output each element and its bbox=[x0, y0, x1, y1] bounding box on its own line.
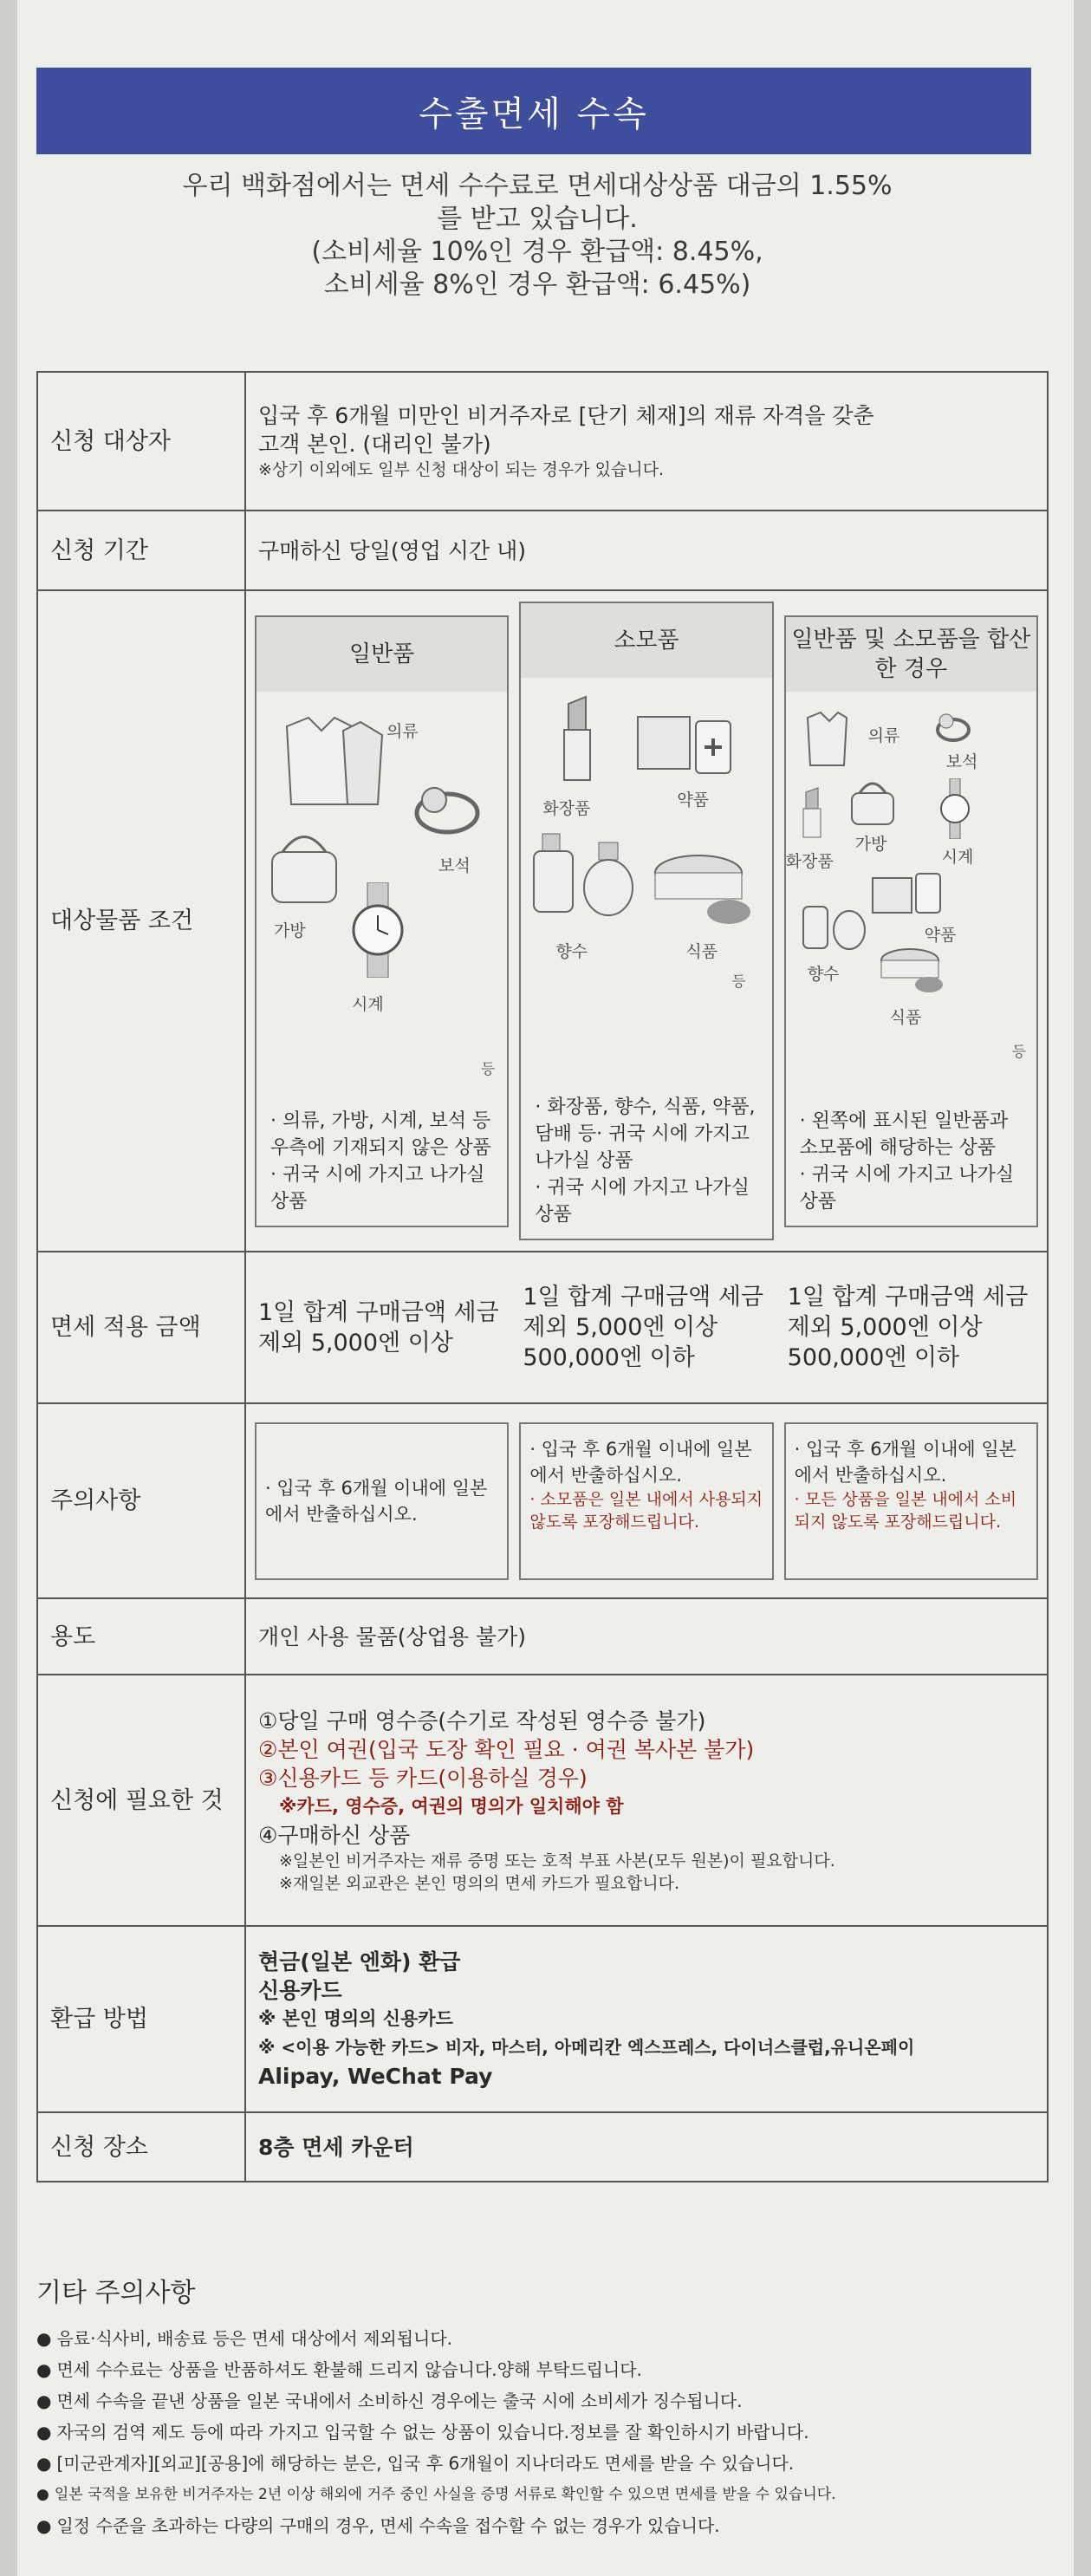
refund-line: 신용카드 bbox=[258, 1978, 342, 2003]
goods-column-combined bbox=[779, 595, 1043, 1247]
required-note: ※일본인 비거주자는 재류 증명 또는 호적 부표 사본(모두 원본)이 필요합니다. bbox=[279, 1851, 835, 1870]
amount-columns bbox=[250, 1263, 1043, 1393]
condition-list bbox=[257, 1099, 507, 1226]
row-content: 구매하신 당일(영업 시간 내) bbox=[245, 511, 1048, 590]
medicine-icon bbox=[633, 704, 737, 789]
intro-line: 를 받고 있습니다. bbox=[437, 204, 638, 234]
watch-icon bbox=[938, 778, 972, 846]
required-item: ①당일 구매 영수증(수기로 작성된 영수증 불가) bbox=[258, 1708, 706, 1734]
note-item: ● 음료·식사비, 배송료 등은 면세 대상에서 제외됩니다. bbox=[36, 2323, 1033, 2354]
row-goods bbox=[37, 590, 1048, 1252]
perfume-icon bbox=[529, 825, 642, 927]
item-caption: 약품 bbox=[924, 925, 957, 945]
item-caption: 화장품 bbox=[785, 851, 834, 871]
row-place bbox=[37, 2112, 1048, 2182]
row-caution bbox=[37, 1403, 1048, 1598]
watch-icon bbox=[343, 882, 412, 985]
item-caption: 시계 bbox=[941, 847, 974, 867]
item-caption: 시계 bbox=[352, 994, 384, 1014]
etc-label: 등 bbox=[731, 973, 746, 991]
item-caption: 보석 bbox=[438, 855, 471, 875]
illustration-general bbox=[257, 692, 507, 1099]
food-icon bbox=[651, 842, 755, 936]
amount-text: 1일 합계 구매금액 세금 제외 5,000엔 이상 500,000엔 이하 bbox=[787, 1284, 1029, 1371]
row-content bbox=[245, 1675, 1048, 1926]
caution-text: · 입국 후 6개월 이내에 일본에서 반출하십시오. bbox=[529, 1438, 752, 1486]
page-title: 수출면세 수속 bbox=[36, 68, 1031, 154]
amount-text: 1일 합계 구매금액 세금 제외 5,000엔 이상 bbox=[258, 1298, 499, 1356]
etc-label: 등 bbox=[1011, 1043, 1026, 1061]
additional-notes bbox=[36, 2271, 1033, 2541]
row-amount bbox=[37, 1252, 1048, 1403]
cosmetics-icon bbox=[547, 695, 607, 789]
condition-item: · 귀국 시에 가지고 나가실 상품 bbox=[535, 1177, 750, 1226]
row-content bbox=[245, 590, 1048, 1252]
row-content: 8층 면세 카운터 bbox=[245, 2112, 1048, 2182]
required-item: ③신용카드 등 카드(이용하실 경우) bbox=[258, 1765, 588, 1791]
clothing-icon bbox=[799, 709, 868, 777]
caution-note: · 모든 상품을 일본 내에서 소비되지 않도록 포장해드립니다. bbox=[794, 1489, 1017, 1532]
condition-item: · 왼쪽에 표시된 일반품과 소모품에 해당하는 상품 bbox=[799, 1109, 1009, 1159]
row-content bbox=[245, 372, 1048, 511]
condition-item: · 의류, 가방, 시계, 보석 등 우측에 기재되지 않은 상품 bbox=[270, 1109, 491, 1159]
row-label: 용도 bbox=[37, 1598, 245, 1675]
refund-line: 현금(일본 엔화) 환급 bbox=[258, 1949, 461, 1974]
clothing-icon bbox=[274, 709, 395, 820]
row-label: 면세 적용 금액 bbox=[37, 1252, 245, 1403]
note-item: ● [미군관계자][외교][공용]에 해당하는 분은, 입국 후 6개월이 지나더라도 면세를 받을 수 있습니다. bbox=[36, 2448, 1033, 2479]
illustration-combined bbox=[786, 692, 1036, 1099]
row-label: 대상물품 조건 bbox=[37, 590, 245, 1252]
note-item: ● 면세 수속을 끝낸 상품을 일본 국내에서 소비하신 경우에는 출국 시에 소비세가 징수됩니다. bbox=[36, 2385, 1033, 2417]
column-header: 소모품 bbox=[521, 603, 771, 678]
row-label: 주의사항 bbox=[37, 1403, 245, 1598]
item-caption: 약품 bbox=[677, 790, 710, 810]
intro-line: 우리 백화점에서는 면세 수수료로 면세대상상품 대금의 1.55% bbox=[182, 171, 893, 201]
caution-note: · 소모품은 일본 내에서 사용되지 않도록 포장해드립니다. bbox=[529, 1489, 763, 1532]
bag-icon bbox=[847, 774, 899, 833]
required-note: ※재일본 외교관은 본인 명의의 면세 카드가 필요합니다. bbox=[279, 1873, 679, 1893]
perfume-icon bbox=[799, 891, 868, 959]
item-caption: 가방 bbox=[274, 920, 306, 940]
column-header: 일반품 bbox=[257, 617, 507, 692]
bag-icon bbox=[265, 822, 343, 915]
row-required bbox=[37, 1675, 1048, 1926]
item-caption: 식품 bbox=[889, 1007, 922, 1027]
row-refund bbox=[37, 1926, 1048, 2112]
row-usage bbox=[37, 1598, 1048, 1675]
note-item: ● 일본 국적을 보유한 비거주자는 2년 이상 해외에 거주 중인 사실을 증명 서류로 확인할 수 있으면 면세를 받을 수 있습니다. bbox=[36, 2479, 1033, 2510]
item-caption: 의류 bbox=[867, 725, 900, 745]
condition-item: · 귀국 시에 가지고 나가실 상품 bbox=[799, 1163, 1015, 1213]
row-content bbox=[245, 1403, 1048, 1598]
intro-line: (소비세율 10%인 경우 환급액: 8.45%, bbox=[311, 237, 763, 267]
required-note: ※카드, 영수증, 여권의 명의가 일치해야 함 bbox=[279, 1795, 624, 1817]
condition-item: · 귀국 시에 가지고 나가실 상품 bbox=[270, 1163, 485, 1213]
row-label: 신청 대상자 bbox=[37, 372, 245, 511]
applicant-text: 입국 후 6개월 미만인 비거주자로 [단기 체재]의 재류 자격을 갖춘 bbox=[258, 403, 874, 428]
item-caption: 향수 bbox=[555, 942, 588, 961]
row-label: 신청 기간 bbox=[37, 511, 245, 590]
row-applicant bbox=[37, 372, 1048, 511]
food-icon bbox=[877, 943, 946, 1002]
intro-text bbox=[104, 170, 971, 302]
item-caption: 보석 bbox=[945, 751, 978, 771]
etc-label: 등 bbox=[480, 1060, 496, 1078]
row-period bbox=[37, 511, 1048, 590]
goods-column-consumables bbox=[514, 595, 778, 1247]
amount-text: 1일 합계 구매금액 세금 제외 5,000엔 이상 500,000엔 이하 bbox=[523, 1284, 763, 1371]
item-caption: 의류 bbox=[386, 721, 419, 741]
caution-text: · 입국 후 6개월 이내에 일본에서 반출하십시오. bbox=[794, 1438, 1016, 1486]
notes-heading: 기타 주의사항 bbox=[36, 2278, 196, 2308]
refund-line: Alipay, WeChat Pay bbox=[258, 2064, 493, 2089]
required-item: ④구매하신 상품 bbox=[258, 1822, 411, 1848]
applicant-note: ※상기 이외에도 일부 신청 대상이 되는 경우가 있습니다. bbox=[258, 460, 665, 479]
row-label: 신청 장소 bbox=[37, 2112, 245, 2182]
row-label: 신청에 필요한 것 bbox=[37, 1675, 245, 1926]
item-caption: 향수 bbox=[807, 964, 840, 984]
row-content bbox=[245, 1926, 1048, 2112]
note-item: ● 면세 수수료는 상품을 반품하셔도 환불해 드리지 않습니다.양해 부탁드립니다. bbox=[36, 2354, 1033, 2385]
item-caption: 화장품 bbox=[542, 799, 591, 818]
caution-text: · 입국 후 6개월 이내에 일본에서 반출하십시오. bbox=[265, 1477, 488, 1525]
goods-columns bbox=[250, 595, 1043, 1247]
row-content bbox=[245, 1252, 1048, 1403]
condition-item: · 화장품, 향수, 식품, 약품, 담배 등· 귀국 시에 가지고 나가실 상품 bbox=[535, 1096, 756, 1172]
illustration-consumables bbox=[521, 678, 771, 1085]
note-item: ● 자국의 검역 제도 등에 따라 가지고 입국할 수 없는 상품이 있습니다.정보를 잘 확인하시기 바랍니다. bbox=[36, 2417, 1033, 2448]
refund-note: ※ <이용 가능한 카드> 비자, 마스터, 아메리칸 엑스프레스, 다이너스클럽,유니온페이 bbox=[258, 2037, 915, 2058]
condition-list bbox=[521, 1085, 771, 1239]
condition-list bbox=[786, 1099, 1036, 1226]
jewelry-icon bbox=[404, 778, 482, 846]
jewelry-icon bbox=[929, 709, 972, 751]
item-caption: 식품 bbox=[685, 942, 718, 961]
required-item: ②본인 여권(입국 도장 확인 필요 · 여권 복사본 불가) bbox=[258, 1736, 755, 1762]
cosmetics-icon bbox=[795, 787, 829, 846]
tax-free-table bbox=[36, 371, 1049, 2182]
refund-note: ※ 본인 명의의 신용카드 bbox=[258, 2008, 453, 2029]
column-header: 일반품 및 소모품을 합산한 경우 bbox=[786, 617, 1036, 692]
row-label: 환급 방법 bbox=[37, 1926, 245, 2112]
row-content: 개인 사용 물품(상업용 불가) bbox=[245, 1598, 1048, 1675]
caution-columns bbox=[250, 1415, 1043, 1587]
item-caption: 가방 bbox=[854, 834, 887, 854]
intro-line: 소비세율 8%인 경우 환급액: 6.45%) bbox=[323, 270, 751, 300]
goods-column-general bbox=[250, 595, 514, 1247]
applicant-text: 고객 본인. (대리인 불가) bbox=[258, 432, 491, 457]
note-item: ● 일정 수준을 초과하는 다량의 구매의 경우, 면세 수속을 접수할 수 없는 경우가 있습니다. bbox=[36, 2510, 1033, 2541]
notes-list bbox=[36, 2323, 1033, 2541]
medicine-icon bbox=[868, 865, 946, 924]
